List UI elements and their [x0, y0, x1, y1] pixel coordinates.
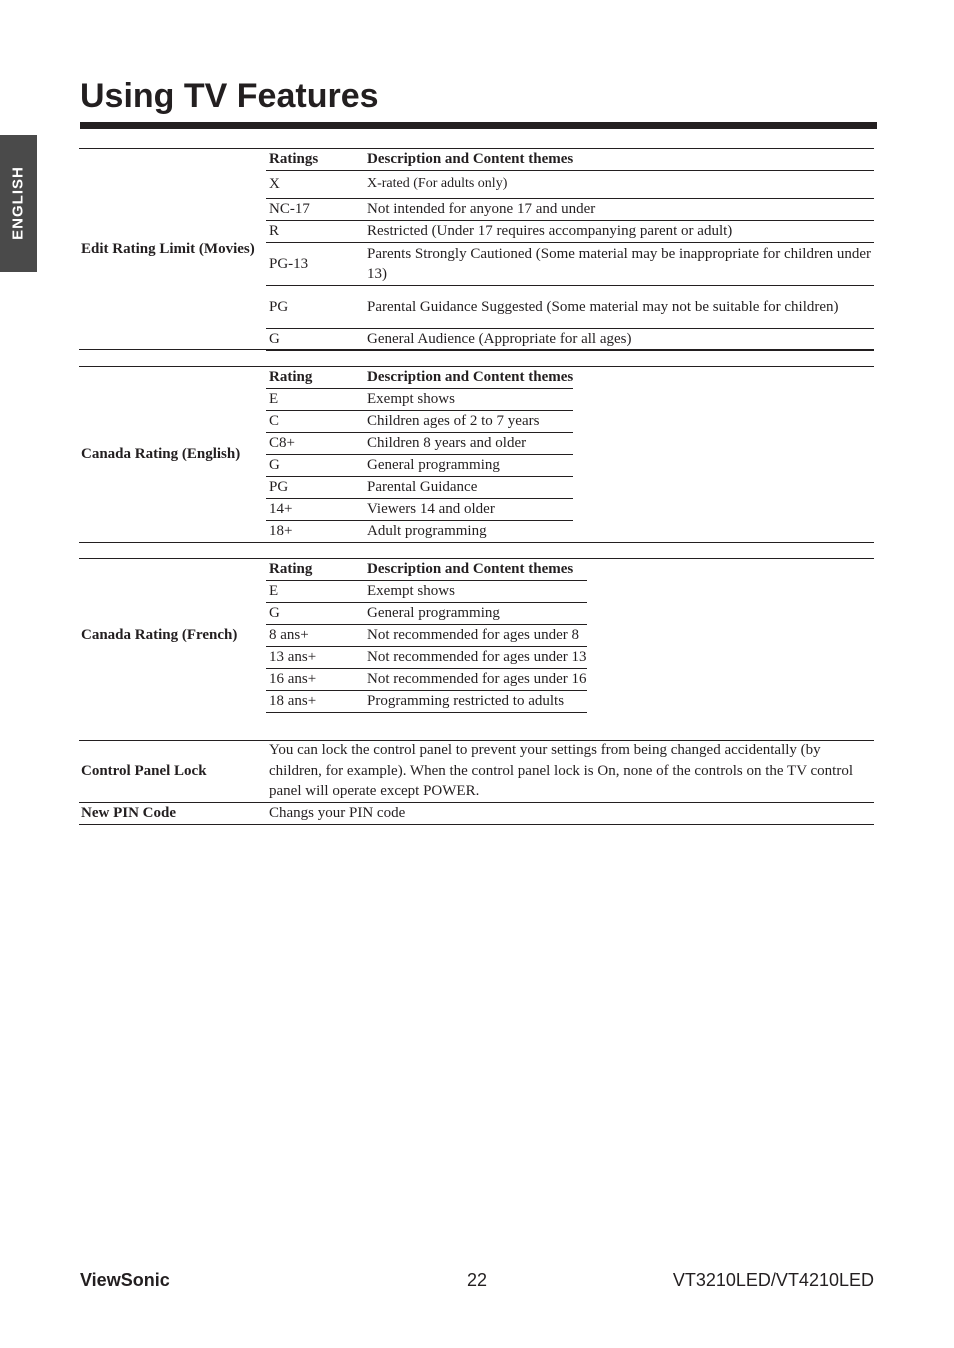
table-row: [266, 668, 587, 690]
language-tab-label: ENGLISH: [9, 166, 27, 240]
table-row: [266, 220, 874, 242]
title-rule: [80, 122, 877, 129]
rating-code: PG: [266, 476, 364, 498]
rating-code: 18 ans+: [266, 690, 364, 712]
rating-description: Programming restricted to adults: [364, 690, 587, 712]
header-rating: Rating: [266, 558, 364, 580]
table-row: [266, 454, 573, 476]
table-header-row: [266, 366, 573, 388]
rating-description: Parental Guidance Suggested (Some material may not be suitable for children): [364, 285, 874, 328]
table-row: [266, 520, 573, 542]
rating-description: Children 8 years and older: [364, 432, 573, 454]
table-row: [266, 242, 874, 285]
rating-code: E: [266, 388, 364, 410]
rating-code: C: [266, 410, 364, 432]
rating-code: E: [266, 580, 364, 602]
footer-model: VT3210LED/VT4210LED: [672, 1270, 874, 1290]
language-tab: [0, 135, 37, 272]
rating-description: General Audience (Appropriate for all ages): [364, 328, 874, 350]
table-row: [266, 498, 573, 520]
table-row: [266, 388, 573, 410]
canada-english-section: [79, 366, 874, 543]
table-header-row: [266, 148, 874, 170]
section-bottom-rule: [79, 542, 874, 543]
rating-code: 18+: [266, 520, 364, 542]
footer-brand: ViewSonic: [80, 1270, 170, 1290]
rating-code: C8+: [266, 432, 364, 454]
rating-description: General programming: [364, 602, 587, 624]
rating-description: Parental Guidance: [364, 476, 573, 498]
table-row: [266, 624, 587, 646]
new-pin-label: New PIN Code: [81, 805, 176, 821]
footer-page-number: 22: [466, 1270, 488, 1290]
canada-french-table: [266, 558, 587, 713]
rating-code: 8 ans+: [266, 624, 364, 646]
table-row: [266, 690, 587, 712]
table-row: [266, 285, 874, 328]
canada-english-table: [266, 366, 573, 543]
rating-description: Children ages of 2 to 7 years: [364, 410, 573, 432]
rating-code: G: [266, 602, 364, 624]
section-bottom-rule: [79, 349, 874, 350]
rating-description: Exempt shows: [364, 388, 573, 410]
table-row: [266, 476, 573, 498]
rating-code: 16 ans+: [266, 668, 364, 690]
rating-description: Not recommended for ages under 13: [364, 646, 587, 668]
rating-description: Exempt shows: [364, 580, 587, 602]
rating-code: PG-13: [266, 242, 364, 285]
rating-description: General programming: [364, 454, 573, 476]
section-bottom-rule: [79, 824, 874, 825]
control-panel-section: [79, 740, 874, 825]
table-row: [266, 198, 874, 220]
rating-code: R: [266, 220, 364, 242]
table-row: [266, 646, 587, 668]
table-row: [266, 432, 573, 454]
rating-description: Not recommended for ages under 8: [364, 624, 587, 646]
rating-code: 13 ans+: [266, 646, 364, 668]
rating-code: PG: [266, 285, 364, 328]
control-panel-lock-label: Control Panel Lock: [81, 763, 207, 779]
rating-code: NC-17: [266, 198, 364, 220]
table-row: [266, 580, 587, 602]
control-panel-lock-text: You can lock the control panel to prevent your settings from being changed accidentally (by children, for example). When the control panel lock is On, none of the controls on the TV control panel will operate except POWER.: [269, 742, 854, 799]
header-description: Description and Content themes: [364, 558, 587, 580]
rating-description: Restricted (Under 17 requires accompanying parent or adult): [364, 220, 874, 242]
rating-description: Viewers 14 and older: [364, 498, 573, 520]
rating-code: X: [266, 170, 364, 198]
canada-french-section: [79, 558, 874, 713]
table-row: [266, 328, 874, 350]
movies-rating-table: [266, 148, 874, 351]
rating-code: 14+: [266, 498, 364, 520]
table-row: [266, 170, 874, 198]
rating-description: Not recommended for ages under 16: [364, 668, 587, 690]
table-row: [266, 410, 573, 432]
new-pin-text: Changs your PIN code: [269, 805, 406, 821]
canada-english-label: Canada Rating (English): [81, 446, 241, 462]
rating-description: Adult programming: [364, 520, 573, 542]
page-title: Using TV Features: [80, 77, 379, 115]
rating-code: G: [266, 454, 364, 476]
header-description: Description and Content themes: [364, 366, 573, 388]
movies-rating-section: [79, 148, 874, 350]
table-row: [266, 602, 587, 624]
table-header-row: [266, 558, 587, 580]
rating-code: G: [266, 328, 364, 350]
header-description: Description and Content themes: [364, 148, 874, 170]
movies-rating-label: Edit Rating Limit (Movies): [81, 241, 255, 257]
rating-description: Parents Strongly Cautioned (Some material may be inappropriate for children under 13): [364, 242, 874, 285]
rating-description: X-rated (For adults only): [364, 170, 874, 198]
rating-description: Not intended for anyone 17 and under: [364, 198, 874, 220]
header-rating: Ratings: [266, 148, 364, 170]
canada-french-label: Canada Rating (French): [81, 627, 238, 643]
header-rating: Rating: [266, 366, 364, 388]
